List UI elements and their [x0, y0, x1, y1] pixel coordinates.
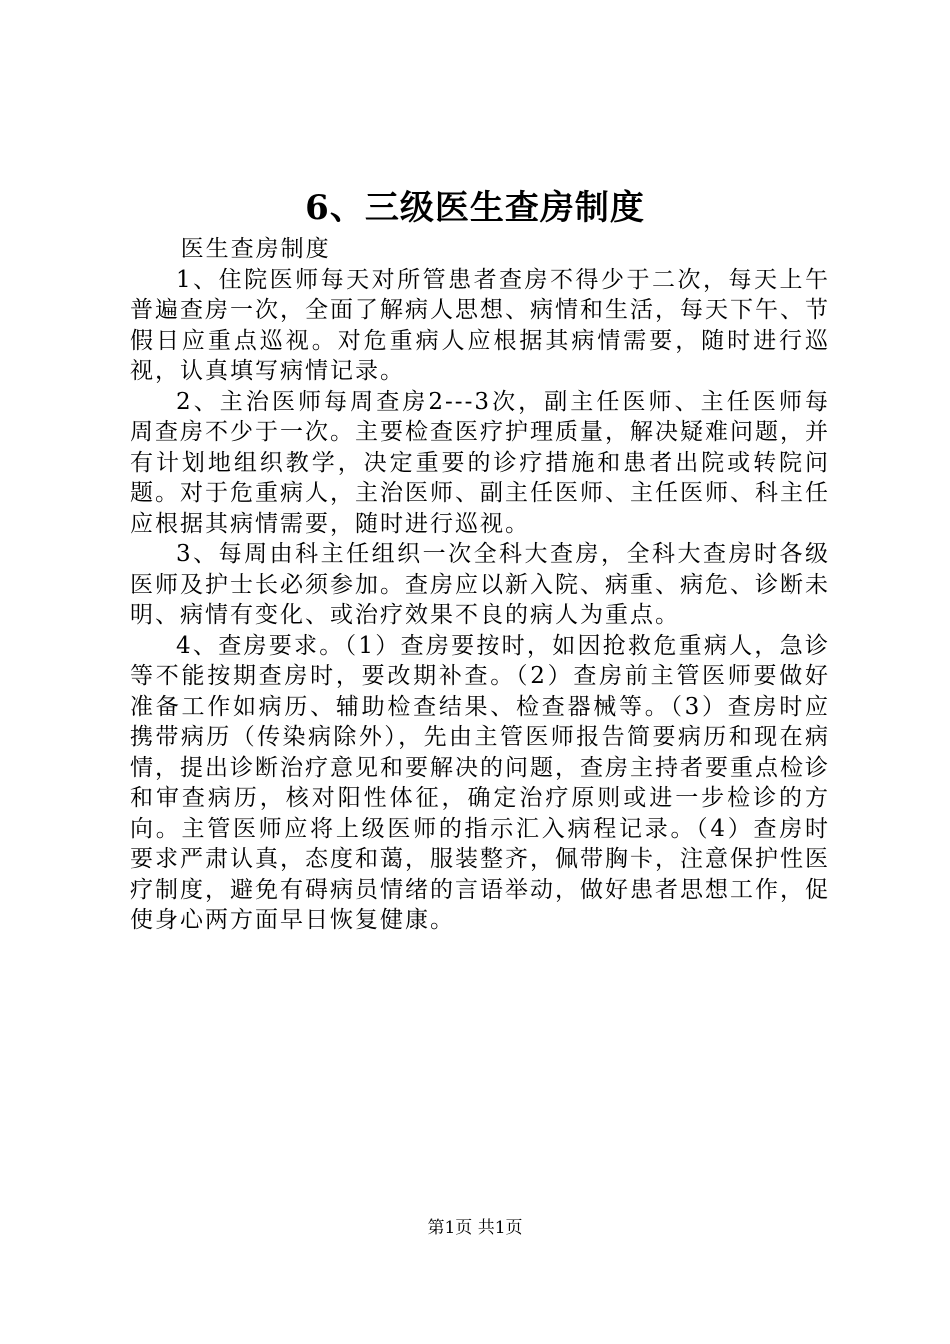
paragraph-2: 2、主治医师每周查房2---3次，副主任医师、主任医师每周查房不少于一次。主要检查医疗护理质量，解决疑难问题，并有计划地组织教学，决定重要的诊疗措施和患者出院或转院问题。对于危重病人，主治医师、副主任医师、主任医师、科主任应根据其病情需要，随时进行巡视。 [130, 388, 830, 537]
paragraph-4: 4、查房要求。（1）查房要按时，如因抢救危重病人，急诊等不能按期查房时，要改期补查。（2）查房前主管医师要做好准备工作如病历、辅助检查结果、检查器械等。（3）查房时应携带病历（传染病除外），先由主管医师报告简要病历和现在病情，提出诊断治疗意见和要解决的问题，查房主持者要重点检诊和审查病历，核对阳性体征，确定治疗原则或进一步检诊的方向。主管医师应将上级医师的指示汇入病程记录。（4）查房时要求严肃认真，态度和蔼，服装整齐，佩带胸卡，注意保护性医疗制度，避免有碍病员情绪的言语举动，做好患者思想工作，促使身心两方面早日恢复健康。 [130, 632, 830, 933]
document-title: 6、三级医生查房制度 [305, 188, 645, 228]
document-body [130, 234, 830, 936]
page-footer: 第1页 共1页 [427, 1218, 523, 1238]
paragraph-1: 1、住院医师每天对所管患者查房不得少于二次，每天上午普遍查房一次，全面了解病人思想、病情和生活，每天下午、节假日应重点巡视。对危重病人应根据其病情需要，随时进行巡视，认真填写病情记录。 [130, 266, 830, 384]
section-subtitle: 医生查房制度 [180, 236, 331, 262]
paragraph-3: 3、每周由科主任组织一次全科大查房，全科大查房时各级医师及护士长必须参加。查房应以新入院、病重、病危、诊断未明、病情有变化、或治疗效果不良的病人为重点。 [130, 541, 830, 628]
